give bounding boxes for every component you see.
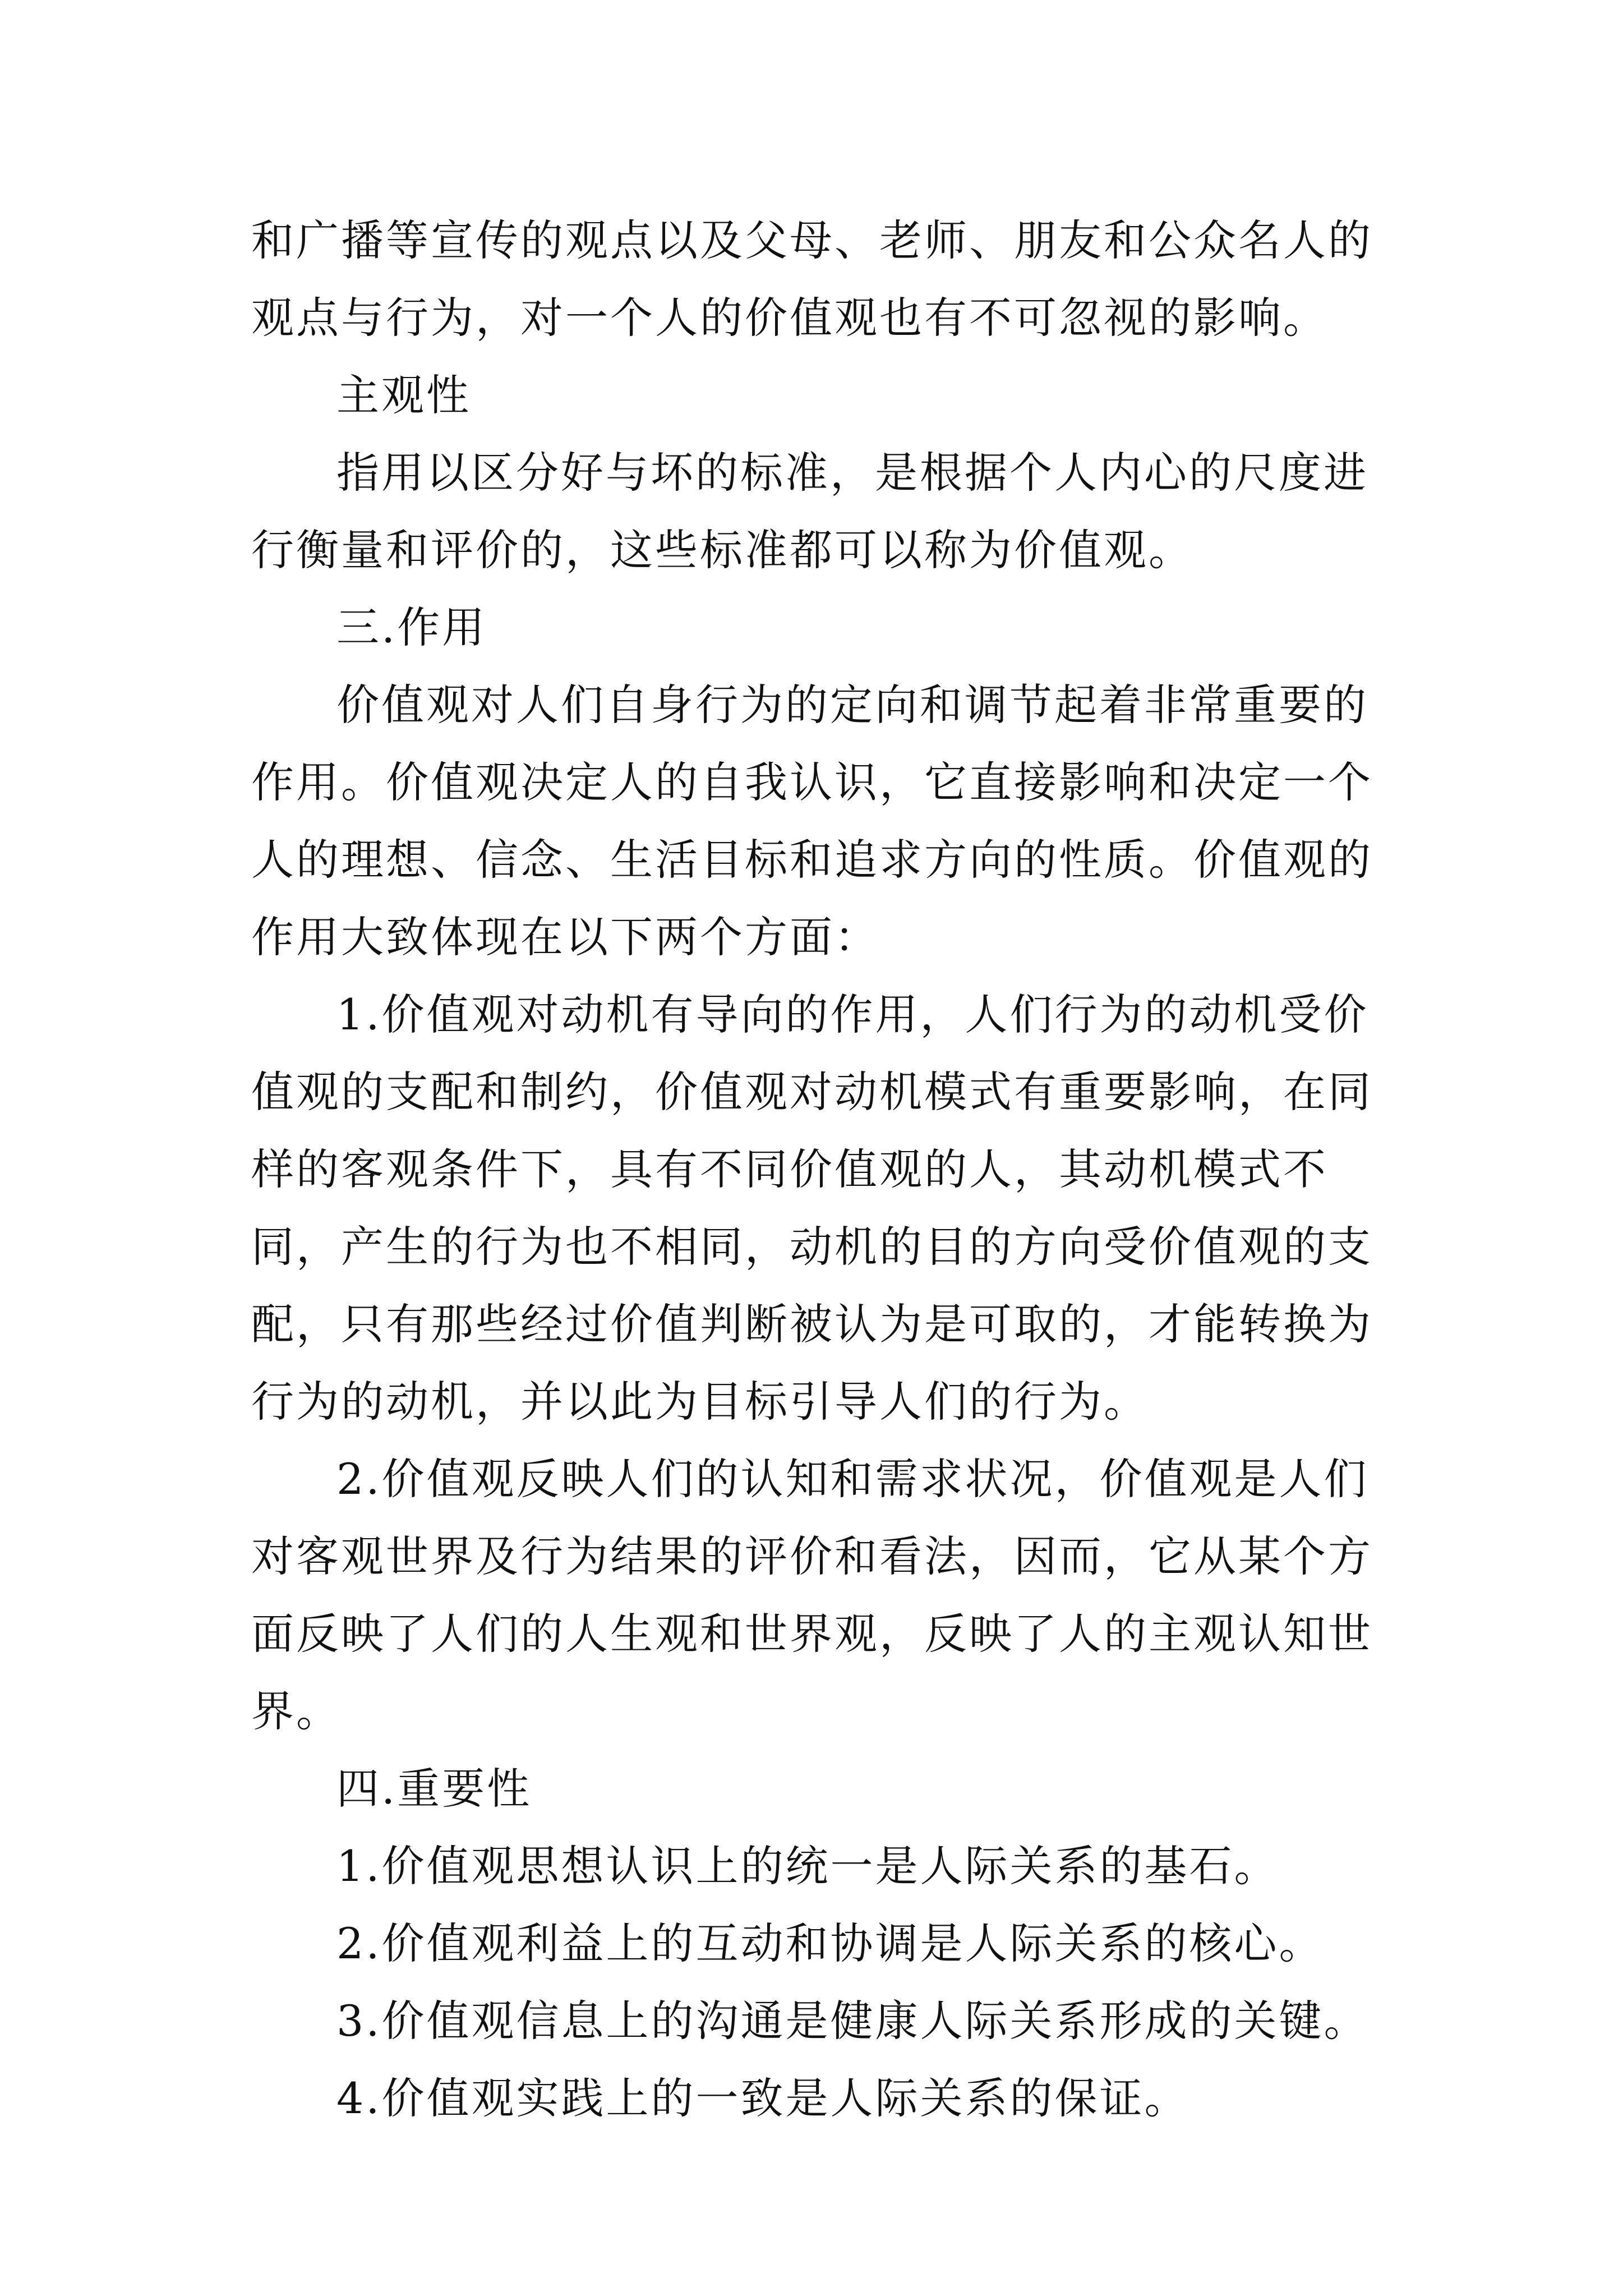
importance-item-4: 4.价值观实践上的一致是人际关系的保证。 (336, 2073, 1189, 2123)
heading-function: 三.作用 (336, 602, 487, 652)
paragraph-media-influence: 和广播等宣传的观点以及父母、老师、朋友和公众名人的观点与行为，对一个人的价值观也有不可忽视的影响。 (251, 215, 1373, 343)
importance-item-1: 1.价值观思想认识上的统一是人际关系的基石。 (336, 1841, 1279, 1891)
importance-item-3: 3.价值观信息上的沟通是健康人际关系形成的关键。 (336, 1996, 1369, 2046)
paragraph-function-intro: 价值观对人们自身行为的定向和调节起着非常重要的作用。价值观决定人的自我认识，它直接影响和决定一个人的理想、信念、生活目标和追求方向的性质。价值观的作用大致体现在以下两个方面： (251, 680, 1373, 962)
importance-item-2: 2.价值观利益上的互动和协调是人际关系的核心。 (336, 1918, 1324, 1968)
heading-importance: 四.重要性 (336, 1764, 532, 1814)
heading-subjectivity: 主观性 (336, 370, 471, 420)
paragraph-function-cognition: 2.价值观反映人们的认知和需求状况，价值观是人们对客观世界及行为结果的评价和看法，因而，它从某个方面反映了人们的人生观和世界观，反映了人的主观认知世界。 (251, 1454, 1373, 1736)
document-body (251, 202, 1395, 2137)
paragraph-subjectivity-definition: 指用以区分好与坏的标准，是根据个人内心的尺度进行衡量和评价的，这些标准都可以称为价值观。 (251, 448, 1368, 575)
paragraph-function-motivation: 1.价值观对动机有导向的作用，人们行为的动机受价值观的支配和制约，价值观对动机模式有重要影响，在同样的客观条件下，具有不同价值观的人，其动机模式不同，产生的行为也不相同，动机的目的方向受价值观的支配，只有那些经过价值判断被认为是可取的，才能转换为行为的动机，并以此为目标引导人们的行为。 (251, 990, 1373, 1427)
